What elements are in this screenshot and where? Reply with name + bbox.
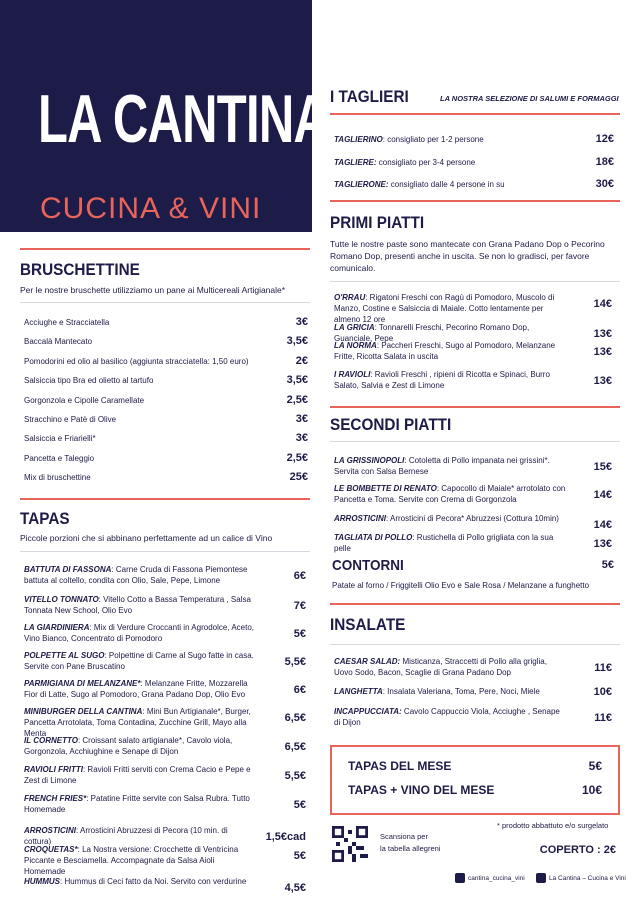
menu-item-name: BATTUTA DI FASSONA [24,565,112,574]
facebook-icon[interactable] [536,873,546,883]
menu-item-name: PARMIGIANA DI MELANZANE* [24,679,141,688]
menu-item [334,656,566,678]
menu-item-price: 5€ [293,628,306,640]
menu-item-price: 11€ [594,712,612,724]
menu-item-desc: : Arrosticini di Pecora* Abruzzesi (Cottura 10min) [386,514,559,523]
menu-item-desc: : Hummus di Ceci fatto da Noi. Servito con verdurine [60,877,247,886]
section-rule [330,113,620,115]
menu-item-name: CROQUETAS* [24,845,78,854]
contorni-desc: Patate al forno / Friggitelli Olio Evo e Sale Rosa / Melanzane a funghetto [332,581,590,590]
menu-item [334,483,566,505]
menu-item-price: 3,5€ [286,374,308,387]
tapas-vino-label: TAPAS + VINO DEL MESE [348,783,495,797]
tapas-vino-price: 10€ [581,783,602,797]
menu-item-price: 6€ [293,570,306,582]
menu-item-price: 13€ [593,346,612,358]
menu-item-price: 2€ [295,354,308,367]
menu-item-desc: : Tonnarelli Freschi, Pecorino Romano Dop, Guanciale, Pepe [334,323,530,343]
menu-item-price: 2,5€ [286,451,308,464]
hero-banner [0,0,329,232]
menu-item-desc: : Ravioli Fritti serviti con Crema Cacio e Pepe e Zest di Limone [24,765,251,785]
menu-item-desc: : Arrosticini Abruzzesi di Pecora (10 min. di cottura) [24,826,228,846]
menu-item-price: 5€ [293,799,306,811]
menu-item-name: LANGHETTA [334,687,383,696]
menu-item-price: 4,5€ [284,882,306,894]
menu-item-name: FRENCH FRIES* [24,794,87,803]
menu-item [334,532,566,554]
section-rule [330,200,620,202]
menu-item-name [334,179,546,190]
menu-item [24,594,256,616]
contorni-title: CONTORNI [332,557,404,574]
menu-item-name [334,157,546,168]
qr-code-icon[interactable] [332,826,368,862]
menu-item-name: POLPETTE AL SUGO [24,651,105,660]
menu-item-name: INCAPPUCCIATA: [334,707,402,716]
menu-item-name: LA GIARDINIERA [24,623,90,632]
menu-item-price: 2,5€ [286,393,308,406]
instagram-handle[interactable]: cantina_cucina_vini [468,875,525,882]
menu-item [24,844,256,877]
menu-item-price: 6,5€ [284,741,306,753]
menu-item-name: LA NORMA [334,341,377,350]
bruschettine-intro: Per le nostre bruschette utilizziamo un pane ai Multicereali Artigianale* [20,285,286,295]
menu-item-price: 30€ [595,178,614,190]
tapas-title: TAPAS [20,509,70,528]
menu-item-price: 13€ [593,375,612,387]
menu-item [24,564,256,586]
menu-item [24,735,256,757]
menu-item-name: Mix di bruschettine [24,473,91,483]
taglieri-title: I TAGLIERI [330,87,409,106]
tapas-intro: Piccole porzioni che si abbinano perfettamente ad un calice di Vino [20,533,273,543]
menu-item-name: I RAVIOLI [334,370,371,379]
menu-item-price: 15€ [593,461,612,473]
menu-item-desc: : Patatine Fritte servite con Salsa Rubra. Tutto Homemade [24,794,250,814]
frozen-note: * prodotto abbattuto e/o surgelato [497,821,609,830]
menu-item [334,369,566,391]
menu-item-price: 11€ [594,662,612,674]
menu-item-price: 3,5€ [286,335,308,348]
menu-item-name: Pomodorini ed olio al basilico (aggiunta stracciatella: 1,50 euro) [24,356,249,366]
menu-item-desc: consigliato dalle 4 persone in su [388,180,505,189]
menu-item-name: ARROSTICINI [334,514,386,523]
taglieri-tagline: LA NOSTRA SELEZIONE DI SALUMI E FORMAGGI [440,94,619,103]
menu-item [334,292,566,325]
menu-item-price: 12€ [595,133,614,145]
qr-text-2: la tabella allegreni [380,844,441,853]
menu-item-price: 14€ [593,489,612,501]
menu-item-name: TAGLIERINO [334,135,383,144]
menu-item [24,764,256,786]
menu-item-price: 7€ [293,600,306,612]
menu-item-name: TAGLIERONE: [334,180,389,189]
menu-item [24,876,256,887]
menu-item [24,622,256,644]
menu-item-name: TAGLIERE: [334,157,377,167]
menu-item [24,678,256,700]
menu-item [24,793,256,815]
menu-item-name: Salsiccia e Friarielli* [24,434,96,444]
menu-item [334,686,566,697]
menu-item-price: 5€ [293,850,306,862]
menu-item-desc: : consigliato per 1-2 persone [382,135,484,144]
menu-item-name: LE BOMBETTE DI RENATO [334,484,437,493]
contorni-price: 5€ [601,559,614,571]
menu-item-name: Pancetta e Taleggio [24,453,95,463]
menu-item-price: 3€ [295,413,308,425]
menu-item-price: 5,5€ [284,656,306,668]
menu-item-name: LA GRICIA [334,323,375,332]
menu-item-desc: Misticanza, Straccetti di Pollo alla griglia, Uovo Sodo, Bacon, Scaglie di Grana Padano Dop [334,657,547,677]
restaurant-subtitle: CUCINA & VINI [40,192,262,225]
menu-item [334,706,566,728]
menu-item-price: 25€ [289,471,308,484]
menu-item-desc: : Vitello Cotto a Bassa Temperatura , Salsa Tonnata New School, Olio Evo [24,595,251,615]
primi-intro: Tutte le nostre paste sono mantecate con Grana Padano Dop o Pecorino Romano Dop, presenti anche in uscita. Se non lo gradisci, per favore comunicalo. [330,239,605,273]
menu-item-name: ARROSTICINI [24,826,76,835]
menu-item-name: O'RRAU [334,293,366,302]
menu-item-desc: Cavolo Cappuccio Viola, Acciughe , Senape di Dijon [334,707,560,727]
section-rule [20,498,310,500]
menu-item-desc: : Insalata Valeriana, Toma, Pere, Noci, Miele [382,687,540,696]
menu-item-name: CAESAR SALAD: [334,657,401,666]
menu-item-desc: : Paccheri Freschi, Sugo al Pomodoro, Melanzane Fritte, Ricotta Salata in uscita [334,341,556,361]
menu-item-price: 14€ [593,519,612,531]
restaurant-name: LA CANTINA [38,81,329,157]
menu-item-price: 18€ [595,155,614,168]
menu-item-price: 10€ [593,686,612,698]
menu-item-price: 3€ [295,432,308,445]
menu-item-price: 13€ [593,538,612,550]
menu-item [334,513,566,524]
menu-item-desc: : La Nostra versione: Crocchette di Ventricina Piccante e Besciamella. Accompagnate da Salsa Aioli Homemade [24,845,239,876]
promo-box [330,745,620,815]
menu-item [24,650,256,672]
section-rule [330,603,620,605]
menu-item-name: LA GRISSINOPOLI [334,456,405,465]
menu-item-desc: : Croissant salato artigianale*, Cavolo viola, Gorgonzola, Acchiughine e Senape di Dijon [24,736,233,756]
menu-item-price: 13€ [593,328,612,340]
menu-item [334,340,566,362]
menu-item [334,455,566,477]
secondi-title: SECONDI PIATTI [330,415,452,434]
menu-item-desc: : Carne Cruda di Fassona Piemontese battuta al coltello, condita con Olio, Sale, Pepe, Limone [24,565,248,585]
menu-item-desc: : Rustichella di Pollo grigliata con la sua pelle [334,533,554,553]
menu-item-name: RAVIOLI FRITTI [24,765,83,774]
coperto: COPERTO : 2€ [539,844,616,856]
menu-item-name: Gorgonzola e Cipolle Caramellate [24,395,145,405]
menu-item-price: 6,5€ [284,712,306,724]
menu-item-desc: : Polpettine di Carne al Sugo fatte in casa. Servite con Pane Bruscatino [24,651,254,671]
menu-item-desc: consigliato per 3-4 persone [376,157,476,167]
divider [330,644,620,645]
menu-item-desc: : Ravioli Freschi , ripieni di Ricotta e Spinaci, Burro Salato, Salvia e Zest di Limone [334,370,550,390]
menu-item-desc: : Melanzane Fritte, Mozzarella Fior di Latte, Sugo al Pomodoro, Grana Padano Dop, Olio Evo [24,679,248,699]
divider [330,281,620,282]
section-rule [330,406,620,408]
menu-item-desc: : Rigatoni Freschi con Ragù di Pomodoro, Muscolo di Manzo, Costine e Salsiccia di Maiale. Cotto lentamente per almeno 12 ore [334,293,555,324]
instagram-icon[interactable] [455,873,465,883]
section-rule [20,248,310,250]
divider [20,302,310,303]
menu-item-name: Baccalà Mantecato [24,337,93,347]
menu-item-name: TAGLIATA DI POLLO [334,533,413,542]
menu-item-name: Acciughe e Stracciatella [24,318,110,327]
menu-item-name [334,134,546,145]
primi-title: PRIMI PIATTI [330,213,425,232]
tapas-mese-price: 5€ [588,759,602,773]
menu-item-name: IL CORNETTO [24,736,78,745]
menu-item-name: Salsiccia tipo Bra ed olietto al tartufo [24,376,154,386]
menu-item-name: HUMMUS [24,877,60,886]
menu-item-desc: : Capocollo di Maiale* arrotolato con Pancetta e Toma. Servite con Crema di Gorgonzola [334,484,566,504]
menu-item-desc: : Cotoletta di Pollo impanata nei grissini*. Servita con Salsa Bernese [334,456,550,476]
menu-item-desc: : Mix di Verdure Croccanti in Agrodolce, Aceto, Vino Bianco, Concentrato di Pomodoro [24,623,255,643]
menu-item-price: 3€ [295,316,308,328]
menu-item-name: VITELLO TONNATO [24,595,99,604]
qr-text-1: Scansiona per [380,832,428,841]
tapas-mese-label: TAPAS DEL MESE [348,759,452,773]
menu-item-price: 1,5€cad [265,831,306,843]
bruschettine-title: BRUSCHETTINE [20,260,140,279]
divider [330,441,620,442]
menu-item-price: 6€ [293,684,306,696]
menu-item-name: MINIBURGER DELLA CANTINA [24,707,143,716]
menu-item-desc: : Mini Bun Artigianale*, Burger, Pancetta Arrotolata, Toma Contadina, Zucchine Grill, Mayo alla Menta [24,707,251,738]
facebook-page[interactable]: La Cantina – Cucina e Vini [549,875,626,882]
menu-item-price: 14€ [593,298,612,310]
menu-item-price: 5,5€ [284,770,306,782]
insalate-title: INSALATE [330,615,406,634]
divider [20,551,310,552]
menu-item-name: Stracchino e Patè di Olive [24,415,117,424]
